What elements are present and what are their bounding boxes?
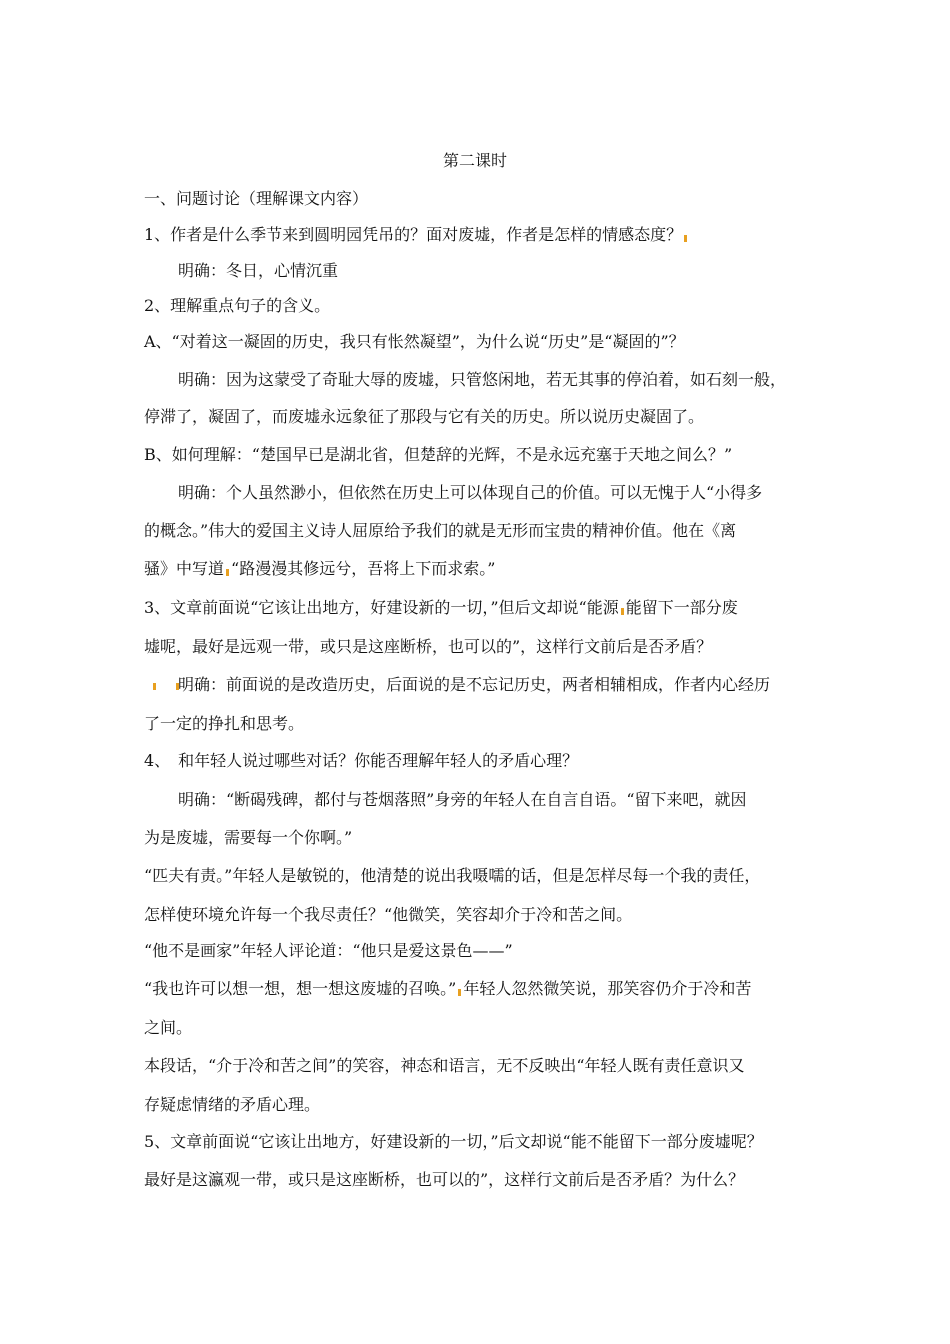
question-3-line-1-a: 3、文章前面说“它该让出地方，好建设新的一切，”但后文却说“能源 [144, 598, 619, 617]
question-2: 2、理解重点句子的含义。 [144, 296, 331, 315]
annotation-mark [153, 683, 156, 690]
question-2a: A、“对着这一凝固的历史，我只有怅然凝望”，为什么说“历史”是“凝固的”？ [144, 332, 685, 351]
annotation-mark [458, 989, 461, 996]
question-3-line-1-b: 能留下一部分废 [625, 598, 738, 617]
answer-1: 明确：冬日，心情沉重 [178, 261, 339, 280]
answer-2b-line-3-a: 骚》中写道 [144, 559, 225, 578]
annotation-mark [621, 608, 624, 615]
answer-4-line-6-a: “我也许可以想一想，想一想这废墟的召唤。” [144, 979, 457, 998]
answer-4-line-4: 怎样使环境允许每一个我尽责任？“他微笑，笑容却介于冷和苦之间。 [144, 905, 633, 924]
answer-4-line-8: 本段话，“介于冷和苦之间”的笑容，神态和语言，无不反映出“年轻人既有责任意识又 [144, 1056, 745, 1075]
answer-4-line-6 [144, 979, 824, 999]
answer-2a-line-2: 停滞了，凝固了，而废墟永远象征了那段与它有关的历史。所以说历史凝固了。 [144, 407, 705, 426]
annotation-mark [684, 235, 687, 242]
question-3-line-1 [144, 598, 824, 618]
question-5-line-1: 5、文章前面说“它该让出地方，好建设新的一切，”后文却说“能不能留下一部分废墟呢？ [144, 1132, 763, 1151]
question-3-line-2: 墟呢，最好是远观一带，或只是这座断桥，也可以的”，这样行文前后是否矛盾？ [144, 637, 713, 656]
question-2b: B、如何理解：“楚国早已是湖北省，但楚辞的光辉，不是永远充塞于天地之间么？” [144, 445, 733, 464]
answer-4-line-7: 之间。 [144, 1018, 193, 1037]
question-4: 4、 和年轻人说过哪些对话？你能否理解年轻人的矛盾心理？ [144, 751, 579, 770]
answer-2a-line-1: 明确：因为这蒙受了奇耻大辱的废墟，只管悠闲地，若无其事的停泊着，如石刻一般， [178, 370, 787, 389]
section-heading: 一、问题讨论（理解课文内容） [144, 189, 369, 208]
answer-3-line-2: 了一定的挣扎和思考。 [144, 714, 305, 733]
answer-2b-line-3-b: “路漫漫其修远兮，吾将上下而求索。” [231, 559, 496, 578]
page-title: 第二课时 [442, 151, 507, 170]
question-1-text: 1、作者是什么季节来到圆明园凭吊的？面对废墟，作者是怎样的情感态度？ [144, 225, 683, 244]
answer-3-line-1: 明确：前面说的是改造历史，后面说的是不忘记历史，两者相辅相成，作者内心经历 [178, 675, 771, 694]
question-1 [144, 225, 824, 245]
answer-4-line-6-b: 年轻人忽然微笑说，那笑容仍介于冷和苦 [463, 979, 752, 998]
answer-4-line-5: “他不是画家”年轻人评论道：“他只是爱这景色——” [144, 941, 513, 960]
answer-4-line-3: “匹夫有责。”年轻人是敏锐的，他清楚的说出我嗫嚅的话，但是怎样尽每一个我的责任， [144, 866, 761, 885]
answer-2b-line-2: 的概念。”伟大的爱国主义诗人屈原给予我们的就是无形而宝贵的精神价值。他在《离 [144, 521, 737, 540]
answer-2b-line-3 [144, 559, 824, 579]
answer-4-line-9: 存疑虑情绪的矛盾心理。 [144, 1095, 321, 1114]
answer-2b-line-1: 明确：个人虽然渺小，但依然在历史上可以体现自己的价值。可以无愧于人“小得多 [178, 483, 763, 502]
question-5-line-2: 最好是这瀛观一带，或只是这座断桥，也可以的”，这样行文前后是否矛盾？为什么？ [144, 1170, 745, 1189]
answer-4-line-2: 为是废墟，需要每一个你啊。” [144, 828, 353, 847]
annotation-mark [226, 569, 229, 576]
answer-4-line-1: 明确：“断碣残碑，都付与苍烟落照”身旁的年轻人在自言自语。“留下来吧，就因 [178, 790, 747, 809]
